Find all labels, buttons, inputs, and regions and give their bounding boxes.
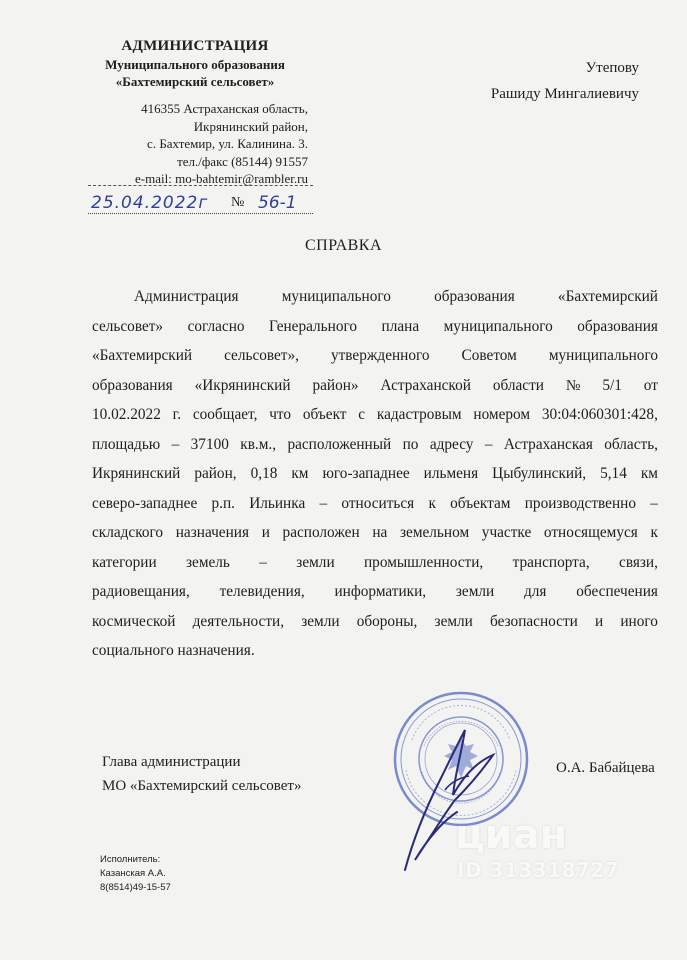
body-word: транспорта, [512, 553, 590, 571]
body-word: для [524, 583, 547, 600]
body-word: муниципального [548, 347, 658, 364]
body-word: – [319, 494, 328, 512]
body-word: км [291, 465, 309, 482]
body-word: утвержденного [330, 347, 430, 364]
body-word: «Икрянинский [194, 376, 291, 394]
body-word: радиовещания, [92, 583, 190, 600]
body-word: обеспечения [576, 583, 658, 600]
body-word: сообщает, [192, 406, 258, 423]
body-word: относиться [341, 494, 415, 512]
body-word: по [402, 435, 419, 453]
body-word: телевидения, [219, 583, 305, 600]
body-word: 37100 [190, 435, 229, 453]
address-line: тел./факс (85144) 91557 [177, 153, 308, 169]
body-word: ильменя [423, 465, 479, 482]
body-word: с [358, 406, 366, 423]
body-word: на [372, 524, 388, 541]
address-line: с. Бахтемир, ул. Калинина. 3. [147, 136, 308, 151]
body-word: 5/1 [602, 376, 622, 394]
number-sign: № [231, 195, 245, 210]
body-word: «Бахтемирский [557, 288, 658, 305]
executor-phone: 8(8514)49-15-57 [100, 882, 171, 893]
body-word: объектам [450, 494, 511, 512]
body-word: относящемуся [543, 524, 638, 541]
watermark-logo: циан [455, 812, 568, 858]
handwritten-number: 56-1 [258, 193, 297, 213]
body-word: объект [302, 406, 347, 423]
body-word: Астраханской [380, 376, 471, 394]
header-org-title: АДМИНИСТРАЦИЯ [121, 38, 269, 54]
body-word: сельсовет», [224, 347, 299, 364]
body-word: «Бахтемирский [92, 347, 193, 364]
header-org-type: Муниципального образования [105, 57, 285, 72]
body-word: к [428, 494, 436, 512]
body-line [92, 577, 658, 607]
body-word: Астраханская [503, 435, 593, 453]
body-word: площадью [92, 435, 161, 453]
recipient-surname: Утепову [585, 60, 639, 76]
cian-watermark [455, 812, 687, 892]
body-word: № [565, 376, 581, 394]
body-word: земли [301, 612, 340, 630]
body-word: промышленности, [364, 553, 484, 571]
body-line [92, 312, 658, 342]
body-word: информатики, [334, 583, 427, 600]
body-word: производственно [524, 494, 636, 512]
document-body [92, 282, 658, 666]
body-word: плана [381, 317, 420, 335]
body-word: земли [455, 583, 495, 600]
header-address [88, 100, 308, 188]
body-word: Советом [461, 347, 517, 364]
body-word: деятельности, [192, 612, 285, 630]
body-word: и [595, 612, 604, 630]
body-word: кадастровым [376, 406, 462, 423]
header-divider [88, 185, 313, 186]
body-word: юго-западнее [322, 465, 410, 482]
body-word: Цыбулинский, [492, 465, 587, 482]
signatory-organization: МО «Бахтемирский сельсовет» [102, 778, 302, 794]
body-word: г. [172, 406, 182, 423]
date-underline [88, 213, 313, 214]
body-word: Ильинка [249, 494, 306, 512]
body-word: участке [481, 524, 532, 541]
header-org-name: «Бахтемирский сельсовет» [115, 74, 275, 89]
body-word: кв.м., [240, 435, 277, 453]
body-word: номером [473, 406, 531, 423]
body-word: земель [186, 553, 230, 571]
body-word: Генерального [269, 317, 358, 335]
body-word: образования [434, 288, 515, 305]
handwritten-date: 25.04.2022г [91, 193, 209, 213]
body-word: согласно [187, 317, 245, 335]
body-word: муниципального [443, 317, 553, 335]
body-word: р.п. [211, 494, 235, 512]
body-word: земли [434, 612, 473, 630]
body-line [92, 489, 658, 519]
body-word: расположенный [287, 435, 392, 453]
body-word: безопасности [490, 612, 578, 630]
date-number-line [88, 193, 313, 217]
address-line: 416355 Астраханская область, [141, 101, 308, 116]
body-word: от [643, 376, 658, 394]
body-word: и [261, 524, 270, 541]
address-line: Икрянинский район, [193, 118, 308, 134]
body-word: – [650, 494, 658, 512]
body-word: земельном [399, 524, 470, 541]
body-word: 30:04:060301:428, [541, 406, 658, 423]
body-word: район» [312, 376, 359, 394]
body-word: обороны, [356, 612, 418, 630]
body-line [92, 430, 658, 460]
body-word: область, [604, 435, 658, 453]
body-word: Администрация [134, 288, 239, 305]
body-line [92, 607, 658, 637]
body-word: муниципального [281, 288, 391, 305]
body-word: категории [92, 553, 157, 571]
signatory-position [102, 750, 302, 798]
body-word: образования [92, 376, 173, 394]
body-word: складского [92, 524, 164, 541]
body-word: космической [92, 612, 176, 630]
body-word: 0,18 [250, 465, 278, 482]
executor-label: Исполнитель: [100, 854, 161, 865]
address-line: e-mail: mo-bahtemir@rambler.ru [135, 171, 308, 186]
signatory-name: О.А. Бабайцева [556, 760, 655, 776]
body-line [92, 548, 658, 578]
body-word: км [640, 465, 658, 482]
body-word: район, [194, 465, 237, 482]
document-title: СПРАВКА [304, 237, 383, 254]
executor-name: Казанская А.А. [100, 868, 166, 879]
body-line [92, 371, 658, 401]
body-word: земли [296, 553, 335, 571]
body-line: социального назначения. [92, 642, 255, 659]
recipient-name: Рашиду Мингалиевичу [490, 86, 639, 102]
body-line [92, 459, 658, 489]
body-word: образования [577, 317, 658, 335]
body-word: иного [620, 612, 658, 630]
body-word: – [484, 435, 493, 453]
body-word: – [171, 435, 180, 453]
body-word: адресу [429, 435, 474, 453]
body-line [92, 341, 658, 371]
body-word: расположен [282, 524, 360, 541]
body-word: к [650, 524, 658, 541]
signatory-position-line: Глава администрации [102, 754, 241, 770]
body-word: сельсовет» [92, 317, 164, 335]
body-word: области [492, 376, 544, 394]
body-line [92, 282, 658, 312]
executor-block [100, 853, 171, 895]
body-line [92, 400, 658, 430]
body-word: 5,14 [600, 465, 627, 482]
watermark-id: ID 313318727 [457, 858, 620, 882]
body-word: 10.02.2022 [92, 406, 161, 423]
body-word: северо-западнее [92, 494, 198, 512]
body-word: – [259, 553, 267, 571]
body-word: назначения [175, 524, 250, 541]
body-word: связи, [619, 553, 658, 571]
body-word: что [269, 406, 292, 423]
body-line [92, 518, 658, 548]
body-word: Икрянинский [92, 465, 181, 482]
